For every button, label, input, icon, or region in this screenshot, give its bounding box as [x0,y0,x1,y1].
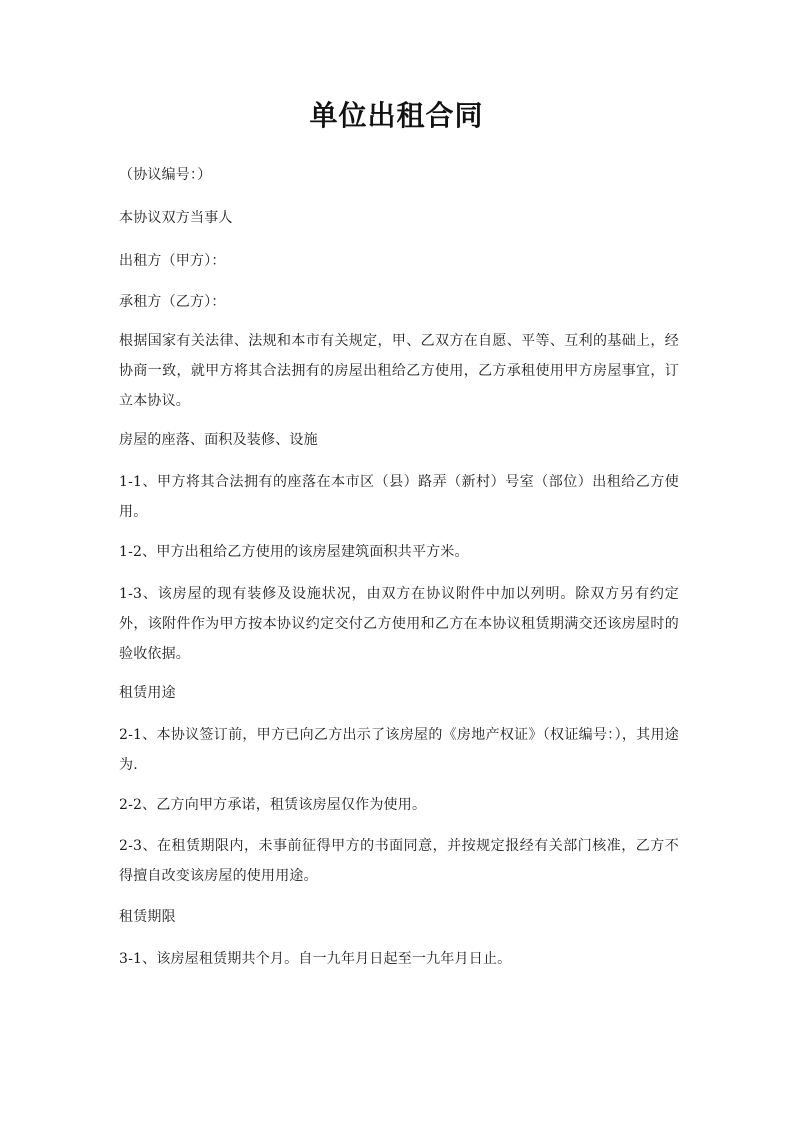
clause-1-3: 1-3、该房屋的现有装修及设施状况，由双方在协议附件中加以列明。除双方另有约定外，该附件作为甲方按本协议约定交付乙方使用和乙方在本协议租赁期满交还该房屋时的验收依据。 [119,586,679,662]
section-heading-use: 租赁用途 [119,685,176,701]
clause-1-2: 1-2、甲方出租给乙方使用的该房屋建筑面积共平方米。 [119,544,469,560]
lessor-line: 出租方（甲方）： [119,253,226,269]
clause-2-3: 2-3、在租赁期限内，未事前征得甲方的书面同意，并按规定报经有关部门核准，乙方不得擅自改变该房屋的使用用途。 [119,838,679,884]
clause-3-1: 3-1、该房屋租赁期共个月。自一九年月日起至一九年月日止。 [119,951,512,967]
lessee-line: 承租方（乙方）： [119,294,226,310]
clause-1-1: 1-1、甲方将其合法拥有的座落在本市区（县）路弄（新村）号室（部位）出租给乙方使用。 [119,474,679,520]
parties-heading: 本协议双方当事人 [119,210,233,226]
clause-2-2: 2-2、乙方向甲方承诺，租赁该房屋仅作为使用。 [119,797,427,813]
section-heading-premises: 房屋的座落、面积及装修、设施 [119,432,318,448]
clause-2-1: 2-1、本协议签订前，甲方已向乙方出示了该房屋的《房地产权证》（权证编号：），其用途为. [119,727,679,773]
document-title: 单位出租合同 [309,99,484,132]
section-heading-term: 租赁期限 [119,909,176,925]
preamble-paragraph: 根据国家有关法律、法规和本市有关规定，甲、乙双方在自愿、平等、互利的基础上，经协商一致，就甲方将其合法拥有的房屋出租给乙方使用，乙方承租使用甲方房屋事宜，订立本协议。 [119,333,679,409]
agreement-number-line: （协议编号：） [119,167,212,183]
